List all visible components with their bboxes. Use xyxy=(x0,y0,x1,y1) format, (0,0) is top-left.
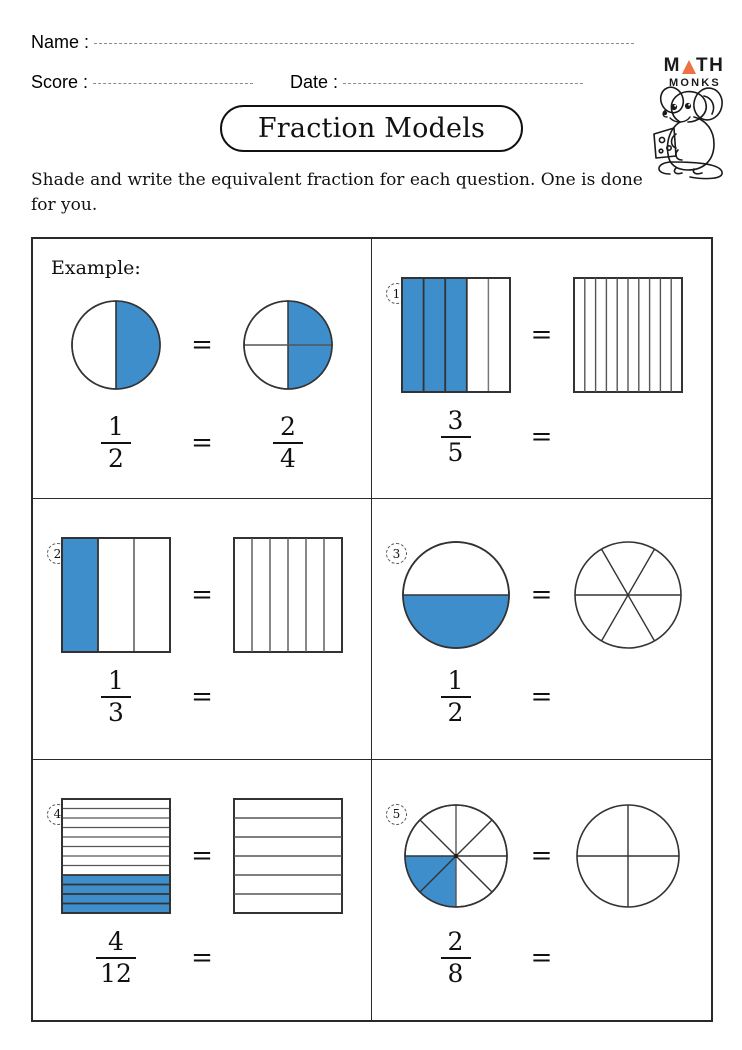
q2-equals-shapes: = xyxy=(191,580,213,611)
question-cell-5 xyxy=(372,760,711,1020)
mouse-mascot-icon xyxy=(650,84,742,184)
q5-equals-fraction: = xyxy=(530,942,553,973)
example-left-fraction xyxy=(57,414,175,472)
date-field-row xyxy=(290,72,583,93)
numerator: 2 xyxy=(447,926,464,956)
q1-equals-shapes: = xyxy=(530,320,553,350)
q4-left-model[interactable] xyxy=(57,792,175,920)
numerator: 4 xyxy=(108,926,124,956)
numerator: 1 xyxy=(108,666,124,696)
score-input-line[interactable] xyxy=(93,83,253,84)
example-fraction-row xyxy=(33,411,371,475)
example-right-fraction xyxy=(229,414,347,472)
question-number-1: 1 xyxy=(386,283,407,304)
logo-letter-m: M xyxy=(663,55,681,76)
denominator: 2 xyxy=(108,443,124,473)
questions-grid xyxy=(31,237,713,1022)
numerator: 2 xyxy=(280,412,296,442)
name-label: Name : xyxy=(31,32,90,52)
q1-left-model[interactable] xyxy=(397,271,515,399)
q4-right-model[interactable] xyxy=(229,792,347,920)
q4-equals-shapes: = xyxy=(191,840,213,871)
q3-equals-fraction: = xyxy=(530,682,553,713)
q3-equals-shapes: = xyxy=(530,580,553,611)
q3-fraction-row xyxy=(372,665,711,729)
q5-shapes-row xyxy=(372,786,711,926)
question-number-3: 3 xyxy=(386,543,407,564)
example-equals-shapes: = xyxy=(191,330,213,360)
q1-shapes-row xyxy=(372,265,711,405)
denominator: 3 xyxy=(108,698,124,728)
q1-right-model[interactable] xyxy=(569,271,687,399)
logo-wordmark-math xyxy=(648,56,740,76)
q1-equals-fraction: = xyxy=(530,422,553,452)
q3-shapes-row xyxy=(372,525,711,665)
q5-fraction-row xyxy=(372,926,711,990)
name-field-row xyxy=(31,32,634,53)
q1-left-fraction xyxy=(397,408,515,466)
question-number-2: 2 xyxy=(47,543,68,564)
question-cell-3 xyxy=(372,499,711,759)
numerator: 1 xyxy=(108,412,124,442)
q3-right-model[interactable] xyxy=(569,531,687,659)
name-input-line[interactable] xyxy=(94,43,634,44)
example-label: Example: xyxy=(51,257,141,279)
q2-left-fraction xyxy=(57,668,175,726)
q2-left-model[interactable] xyxy=(57,531,175,659)
date-label: Date : xyxy=(290,72,339,92)
q4-fraction-row xyxy=(33,926,371,990)
triangle-icon xyxy=(682,60,696,74)
q2-right-model[interactable] xyxy=(229,531,347,659)
example-equals-fraction: = xyxy=(191,428,213,458)
question-cell-1 xyxy=(372,239,711,499)
example-right-model[interactable] xyxy=(229,281,347,409)
q2-fraction-row xyxy=(33,665,371,729)
logo-wordmark-monks: MONKS xyxy=(669,77,721,89)
page-title: Fraction Models xyxy=(257,113,486,144)
denominator: 8 xyxy=(447,958,464,988)
score-field-row xyxy=(31,72,253,93)
denominator: 4 xyxy=(280,443,296,473)
denominator: 5 xyxy=(447,437,464,467)
example-shapes-row xyxy=(33,275,371,415)
denominator: 2 xyxy=(447,698,464,728)
numerator: 3 xyxy=(447,406,464,436)
q1-fraction-row xyxy=(372,405,711,469)
q5-left-model[interactable] xyxy=(397,792,515,920)
instructions-text: Shade and write the equivalent fraction for each question. One is done for you. xyxy=(31,170,643,215)
question-cell-2 xyxy=(33,499,372,759)
q5-left-fraction xyxy=(397,926,515,988)
question-cell-4 xyxy=(33,760,372,1020)
q4-shapes-row xyxy=(33,786,371,926)
q4-left-fraction xyxy=(57,926,175,988)
q2-shapes-row xyxy=(33,525,371,665)
date-input-line[interactable] xyxy=(343,83,583,84)
score-label: Score : xyxy=(31,72,89,92)
q5-right-model[interactable] xyxy=(569,792,687,920)
question-cell-example xyxy=(33,239,372,499)
logo-letters-th: TH xyxy=(696,55,725,76)
denominator: 12 xyxy=(100,958,132,988)
question-number-4: 4 xyxy=(47,804,68,825)
q3-left-model[interactable] xyxy=(397,531,515,659)
q4-equals-fraction: = xyxy=(191,942,213,973)
q2-equals-fraction: = xyxy=(191,682,213,713)
q5-equals-shapes: = xyxy=(530,840,553,871)
numerator: 1 xyxy=(447,666,464,696)
worksheet-title-box xyxy=(220,105,523,152)
example-left-model[interactable] xyxy=(57,281,175,409)
question-number-5: 5 xyxy=(386,804,407,825)
q3-left-fraction xyxy=(397,668,515,726)
